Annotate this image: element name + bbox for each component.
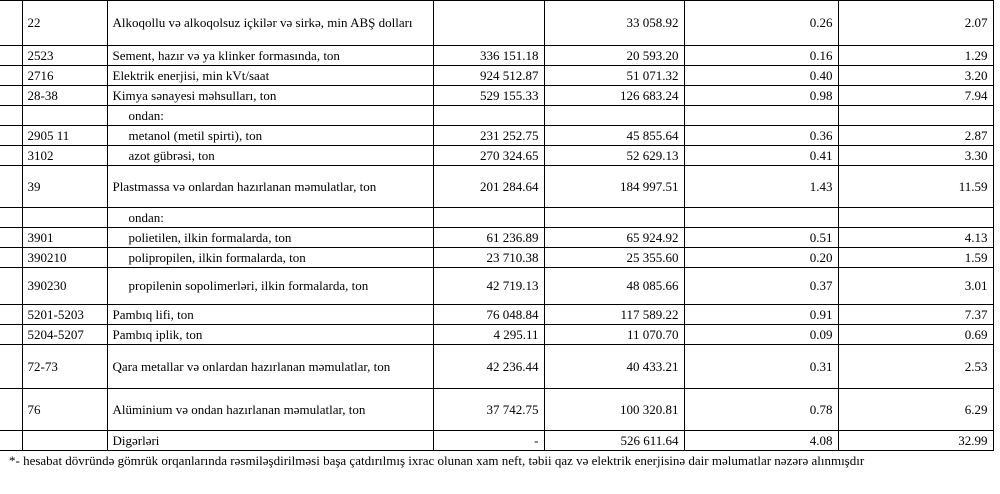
table-row: [0, 345, 993, 389]
percent-cell: 7.37: [838, 305, 993, 325]
hs-code-cell: 390210: [22, 248, 107, 268]
table-row: [0, 305, 993, 325]
hs-code-cell: 76: [22, 389, 107, 431]
quantity-cell: 4 295.11: [433, 325, 544, 345]
row-marker-cell: [0, 228, 22, 248]
row-marker-cell: [0, 208, 22, 228]
hs-code-cell: 28-38: [22, 86, 107, 106]
hs-code-cell: 390230: [22, 268, 107, 305]
share-cell: 0.51: [684, 228, 838, 248]
hs-code-cell: 5201-5203: [22, 305, 107, 325]
hs-code-cell: [22, 106, 107, 126]
table-row: [0, 1, 993, 46]
percent-cell: 11.59: [838, 166, 993, 208]
table-row: [0, 106, 993, 126]
table-row: [0, 46, 993, 66]
percent-cell: 3.01: [838, 268, 993, 305]
row-marker-cell: [0, 146, 22, 166]
share-cell: 0.78: [684, 389, 838, 431]
table-row: [0, 248, 993, 268]
value-cell: 100 320.81: [544, 389, 684, 431]
hs-code-cell: 3102: [22, 146, 107, 166]
hs-code-cell: 72-73: [22, 345, 107, 389]
share-cell: 0.09: [684, 325, 838, 345]
description-cell: Qara metallar və onlardan hazırlanan məmulatlar, ton: [107, 345, 433, 389]
value-cell: 126 683.24: [544, 86, 684, 106]
hs-code-cell: [22, 431, 107, 451]
percent-cell: 7.94: [838, 86, 993, 106]
quantity-cell: 924 512.87: [433, 66, 544, 86]
description-cell: [107, 146, 433, 166]
value-cell: 48 085.66: [544, 268, 684, 305]
description-cell: [107, 208, 433, 228]
row-marker-cell: [0, 345, 22, 389]
hs-code-cell: [22, 208, 107, 228]
row-marker-cell: [0, 46, 22, 66]
hs-code-cell: 3901: [22, 228, 107, 248]
share-cell: 0.36: [684, 126, 838, 146]
description-cell: [107, 268, 433, 305]
share-cell: 0.91: [684, 305, 838, 325]
indented-label: azot gübrəsi, ton: [128, 147, 215, 163]
row-marker-cell: [0, 86, 22, 106]
percent-cell: 1.29: [838, 46, 993, 66]
value-cell: 20 593.20: [544, 46, 684, 66]
hs-code-cell: 2523: [22, 46, 107, 66]
quantity-cell: 42 236.44: [433, 345, 544, 389]
value-cell: 65 924.92: [544, 228, 684, 248]
table-row: [0, 166, 993, 208]
table-row: [0, 86, 993, 106]
description-cell: [107, 126, 433, 146]
row-marker-cell: [0, 126, 22, 146]
row-marker-cell: [0, 431, 22, 451]
description-cell: [107, 228, 433, 248]
value-cell: 52 629.13: [544, 146, 684, 166]
description-cell: Pambıq lifi, ton: [107, 305, 433, 325]
percent-cell: 4.13: [838, 228, 993, 248]
quantity-cell: 270 324.65: [433, 146, 544, 166]
indented-label: polipropilen, ilkin formalarda, ton: [128, 249, 306, 265]
row-marker-cell: [0, 1, 22, 46]
table-row: [0, 389, 993, 431]
quantity-cell: 201 284.64: [433, 166, 544, 208]
description-cell: [107, 248, 433, 268]
hs-code-cell: 5204-5207: [22, 325, 107, 345]
hs-code-cell: 39: [22, 166, 107, 208]
value-cell: 25 355.60: [544, 248, 684, 268]
description-cell: Elektrik enerjisi, min kVt/saat: [107, 66, 433, 86]
description-cell: Pambıq iplik, ton: [107, 325, 433, 345]
value-cell: 40 433.21: [544, 345, 684, 389]
value-cell: [544, 208, 684, 228]
quantity-cell: 529 155.33: [433, 86, 544, 106]
quantity-cell: [433, 208, 544, 228]
percent-cell: [838, 106, 993, 126]
table-row: [0, 126, 993, 146]
value-cell: 117 589.22: [544, 305, 684, 325]
description-cell: Alüminium və ondan hazırlanan məmulatlar, ton: [107, 389, 433, 431]
indented-label: ondan:: [128, 107, 164, 123]
quantity-cell: [433, 106, 544, 126]
share-cell: 0.16: [684, 46, 838, 66]
value-cell: 33 058.92: [544, 1, 684, 46]
row-marker-cell: [0, 106, 22, 126]
quantity-cell: 231 252.75: [433, 126, 544, 146]
percent-cell: 2.53: [838, 345, 993, 389]
share-cell: 0.41: [684, 146, 838, 166]
indented-label: ondan:: [128, 209, 164, 225]
indented-label: metanol (metil spirti), ton: [128, 127, 263, 143]
percent-cell: 1.59: [838, 248, 993, 268]
share-cell: 0.37: [684, 268, 838, 305]
share-cell: 1.43: [684, 166, 838, 208]
description-cell: Plastmassa və onlardan hazırlanan məmulatlar, ton: [107, 166, 433, 208]
row-marker-cell: [0, 166, 22, 208]
table-row: [0, 66, 993, 86]
quantity-cell: [433, 1, 544, 46]
percent-cell: 2.87: [838, 126, 993, 146]
value-cell: 526 611.64: [544, 431, 684, 451]
indented-label: polietilen, ilkin formalarda, ton: [128, 229, 292, 245]
quantity-cell: 37 742.75: [433, 389, 544, 431]
percent-cell: 0.69: [838, 325, 993, 345]
percent-cell: 2.07: [838, 1, 993, 46]
description-cell: Kimya sənayesi məhsulları, ton: [107, 86, 433, 106]
value-cell: [544, 106, 684, 126]
value-cell: 51 071.32: [544, 66, 684, 86]
share-cell: 0.20: [684, 248, 838, 268]
description-cell: Digərləri: [107, 431, 433, 451]
percent-cell: 3.20: [838, 66, 993, 86]
table-row: [0, 268, 993, 305]
table-row: [0, 208, 993, 228]
hs-code-cell: 2905 11: [22, 126, 107, 146]
quantity-cell: 336 151.18: [433, 46, 544, 66]
row-marker-cell: [0, 389, 22, 431]
share-cell: 0.40: [684, 66, 838, 86]
value-cell: 184 997.51: [544, 166, 684, 208]
share-cell: 0.31: [684, 345, 838, 389]
indented-label: propilenin sopolimerləri, ilkin formalarda, ton: [128, 278, 369, 293]
table-row: [0, 325, 993, 345]
table-row: [0, 431, 993, 451]
description-cell: Alkoqollu və alkoqolsuz içkilər və sirkə, min ABŞ dolları: [107, 1, 433, 46]
share-cell: [684, 208, 838, 228]
share-cell: 0.26: [684, 1, 838, 46]
share-cell: 0.98: [684, 86, 838, 106]
table-row: [0, 146, 993, 166]
percent-cell: 3.30: [838, 146, 993, 166]
quantity-cell: 76 048.84: [433, 305, 544, 325]
quantity-cell: 61 236.89: [433, 228, 544, 248]
footnote: *- hesabat dövründə gömrük orqanlarında rəsmiləşdirilməsi başa çatdırılmış ixrac olunan xam neft, təbii qaz və elektrik enerjisinə dair məlumatlar nəzərə alınmışdır: [9, 453, 865, 468]
percent-cell: 32.99: [838, 431, 993, 451]
row-marker-cell: [0, 66, 22, 86]
description-cell: [107, 106, 433, 126]
percent-cell: [838, 208, 993, 228]
quantity-cell: 23 710.38: [433, 248, 544, 268]
value-cell: 11 070.70: [544, 325, 684, 345]
hs-code-cell: 22: [22, 1, 107, 46]
quantity-cell: 42 719.13: [433, 268, 544, 305]
row-marker-cell: [0, 305, 22, 325]
percent-cell: 6.29: [838, 389, 993, 431]
table-row: [0, 228, 993, 248]
quantity-cell: -: [433, 431, 544, 451]
share-cell: [684, 106, 838, 126]
value-cell: 45 855.64: [544, 126, 684, 146]
table-body: [0, 1, 993, 451]
share-cell: 4.08: [684, 431, 838, 451]
description-cell: Sement, hazır və ya klinker formasında, ton: [107, 46, 433, 66]
row-marker-cell: [0, 268, 22, 305]
row-marker-cell: [0, 325, 22, 345]
row-marker-cell: [0, 248, 22, 268]
hs-code-cell: 2716: [22, 66, 107, 86]
